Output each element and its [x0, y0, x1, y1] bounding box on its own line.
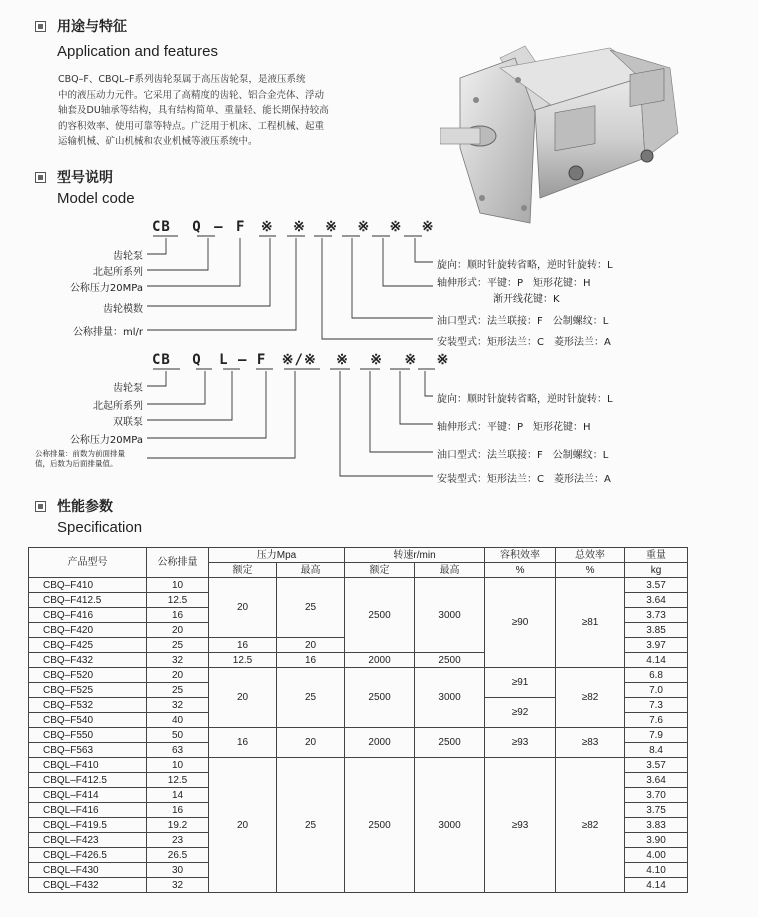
section-title-cn-model: 型号说明 — [57, 170, 113, 186]
cell-speed-max: 2500 — [415, 728, 485, 758]
code-part: CB — [152, 352, 171, 368]
code-part: ※ — [404, 352, 418, 368]
label-pressure: 公称压力20MPa — [69, 283, 143, 294]
section-title-en-application: Application and features — [57, 43, 218, 60]
code-part: ※ — [436, 352, 450, 368]
cell-weight: 7.3 — [625, 698, 688, 713]
section-title-cn-application: 用途与特征 — [57, 19, 127, 35]
cell-weight: 3.83 — [625, 818, 688, 833]
code-part: ※ — [421, 219, 435, 235]
code-part: Q — [192, 219, 202, 235]
header-speed: 转速r/min — [345, 548, 485, 563]
cell-displacement: 20 — [147, 668, 209, 683]
cell-model: CBQ–F550 — [29, 728, 147, 743]
cell-model: CBQ–F532 — [29, 698, 147, 713]
cell-weight: 4.14 — [625, 653, 688, 668]
cell-weight: 6.8 — [625, 668, 688, 683]
cell-displacement: 14 — [147, 788, 209, 803]
cell-model: CBQL–F423 — [29, 833, 147, 848]
code-part: ※ — [357, 219, 371, 235]
cell-displacement: 12.5 — [147, 593, 209, 608]
cell-model: CBQL–F430 — [29, 863, 147, 878]
cell-displacement: 26.5 — [147, 848, 209, 863]
cell-model: CBQ–F525 — [29, 683, 147, 698]
cell-pressure-max: 16 — [277, 653, 345, 668]
cell-model: CBQL–F410 — [29, 758, 147, 773]
intro-line: CBQ–F、CBQL–F系列齿轮泵属于高压齿轮泵，是液压系统 — [58, 74, 306, 85]
code-part: – — [214, 219, 224, 235]
cell-vol-eff: ≥92 — [485, 698, 556, 728]
cell-model: CBQL–F414 — [29, 788, 147, 803]
label-port-dual: 油口型式：法兰联接：F 公制螺纹：L — [437, 450, 609, 461]
code-part: ※ — [293, 219, 306, 235]
cell-pressure-max: 25 — [277, 758, 345, 893]
table-row — [29, 668, 688, 683]
cell-model: CBQ–F416 — [29, 608, 147, 623]
cell-model: CBQ–F412.5 — [29, 593, 147, 608]
cell-speed-max: 3000 — [415, 578, 485, 653]
label-gear-pump-dual: 齿轮泵 — [113, 383, 143, 394]
header-weight: 重量 — [625, 548, 688, 563]
cell-pressure-rated: 12.5 — [209, 653, 277, 668]
header-speed-max: 最高 — [415, 563, 485, 578]
header-pressure-max: 最高 — [277, 563, 345, 578]
cell-pressure-max: 20 — [277, 728, 345, 758]
cell-displacement: 16 — [147, 608, 209, 623]
header-weight-unit: kg — [625, 563, 688, 578]
cell-total-eff: ≥81 — [556, 578, 625, 668]
cell-weight: 3.97 — [625, 638, 688, 653]
cell-displacement: 10 — [147, 758, 209, 773]
cell-displacement: 32 — [147, 878, 209, 893]
header-model: 产品型号 — [29, 548, 147, 578]
cell-displacement: 32 — [147, 698, 209, 713]
model-code-dual — [152, 352, 449, 368]
header-pressure: 压力Mpa — [209, 548, 345, 563]
label-module: 齿轮模数 — [103, 304, 143, 315]
table-row — [29, 758, 688, 773]
code-part: ※ — [260, 219, 274, 235]
cell-pressure-max: 25 — [277, 668, 345, 728]
cell-displacement: 32 — [147, 653, 209, 668]
table-row — [29, 578, 688, 593]
cell-displacement: 40 — [147, 713, 209, 728]
cell-displacement: 12.5 — [147, 773, 209, 788]
cell-model: CBQL–F419.5 — [29, 818, 147, 833]
cell-weight: 3.64 — [625, 773, 688, 788]
cell-model: CBQL–F432 — [29, 878, 147, 893]
code-part: CB — [152, 219, 171, 235]
label-displacement: 公称排量：ml/r — [73, 327, 143, 338]
cell-weight: 4.00 — [625, 848, 688, 863]
cell-displacement: 30 — [147, 863, 209, 878]
cell-weight: 7.6 — [625, 713, 688, 728]
label-shaft: 轴伸形式：平键：P 矩形花键：H — [437, 278, 591, 289]
label-shaft-involute: 渐开线花键：K — [493, 294, 560, 305]
code-part: F — [236, 219, 246, 235]
cell-speed-rated: 2500 — [345, 668, 415, 728]
label-port: 油口型式：法兰联接：F 公制螺纹：L — [437, 316, 609, 327]
code-part: ※ — [389, 219, 403, 235]
cell-model: CBQ–F410 — [29, 578, 147, 593]
cell-displacement: 20 — [147, 623, 209, 638]
code-part: ※ — [370, 352, 384, 368]
label-mounting-dual: 安装型式：矩形法兰：C 菱形法兰：A — [437, 474, 611, 485]
label-dual-pump: 双联泵 — [113, 417, 143, 428]
header-speed-rated: 额定 — [345, 563, 415, 578]
header-total-eff: 总效率 — [556, 548, 625, 563]
cell-total-eff: ≥82 — [556, 668, 625, 728]
cell-pressure-rated: 16 — [209, 728, 277, 758]
label-series-dual: 北起所系列 — [93, 401, 143, 412]
cell-vol-eff: ≥93 — [485, 758, 556, 893]
cell-displacement: 16 — [147, 803, 209, 818]
cell-displacement: 25 — [147, 638, 209, 653]
cell-model: CBQ–F520 — [29, 668, 147, 683]
cell-speed-max: 3000 — [415, 758, 485, 893]
cell-weight: 3.75 — [625, 803, 688, 818]
note-line: 值，后数为后面排量值。 — [35, 459, 118, 468]
cell-speed-max: 2500 — [415, 653, 485, 668]
cell-weight: 4.14 — [625, 878, 688, 893]
code-part: ※ — [336, 352, 349, 368]
code-part: L — [219, 352, 229, 368]
cell-weight: 3.57 — [625, 578, 688, 593]
code-part: – — [238, 352, 248, 368]
intro-line: 中的液压动力元件。它采用了高精度的齿轮、铝合金壳体、浮动 — [58, 89, 325, 101]
cell-weight: 3.70 — [625, 788, 688, 803]
intro-line: 轴套及DU轴承等结构，具有结构简单、重量轻、能长期保持较高 — [58, 105, 329, 116]
cell-displacement: 50 — [147, 728, 209, 743]
section-title-en-model: Model code — [57, 190, 135, 207]
cell-weight: 4.10 — [625, 863, 688, 878]
header-displacement: 公称排量 — [147, 548, 209, 578]
header-vol-eff-unit: % — [485, 563, 556, 578]
cell-speed-rated: 2000 — [345, 653, 415, 668]
cell-model: CBQ–F425 — [29, 638, 147, 653]
cell-weight: 3.90 — [625, 833, 688, 848]
intro-line: 的容积效率、使用可靠等特点。广泛用于机床、工程机械、起重 — [58, 120, 325, 132]
section-title-en-spec: Specification — [57, 519, 143, 536]
label-shaft-dual: 轴伸形式：平键：P 矩形花键：H — [437, 422, 591, 433]
cell-model: CBQ–F563 — [29, 743, 147, 758]
cell-model: CBQ–F432 — [29, 653, 147, 668]
label-series: 北起所系列 — [93, 267, 143, 278]
cell-speed-max: 3000 — [415, 668, 485, 728]
cell-total-eff: ≥83 — [556, 728, 625, 758]
code-part: Q — [192, 352, 202, 368]
cell-displacement: 19.2 — [147, 818, 209, 833]
header-pressure-rated: 额定 — [209, 563, 277, 578]
header-vol-eff: 容积效率 — [485, 548, 556, 563]
cell-displacement: 63 — [147, 743, 209, 758]
cell-displacement: 10 — [147, 578, 209, 593]
cell-speed-rated: 2500 — [345, 578, 415, 653]
table-row — [29, 728, 688, 743]
cell-speed-rated: 2500 — [345, 758, 415, 893]
section-bullet-icon — [35, 501, 46, 512]
cell-pressure-rated: 20 — [209, 668, 277, 728]
cell-model: CBQ–F540 — [29, 713, 147, 728]
cell-model: CBQ–F420 — [29, 623, 147, 638]
cell-weight: 7.0 — [625, 683, 688, 698]
code-part: F — [256, 352, 267, 368]
label-rotation-dual: 旋向：顺时针旋转省略，逆时针旋转：L — [437, 394, 613, 405]
cell-pressure-max: 20 — [277, 638, 345, 653]
header-total-eff-unit: % — [556, 563, 625, 578]
label-displacement-note — [35, 449, 125, 469]
cell-weight: 8.4 — [625, 743, 688, 758]
section-title-cn-spec: 性能参数 — [57, 499, 113, 515]
cell-weight: 7.9 — [625, 728, 688, 743]
cell-vol-eff: ≥91 — [485, 668, 556, 698]
cell-pressure-rated: 20 — [209, 758, 277, 893]
cell-model: CBQL–F416 — [29, 803, 147, 818]
cell-pressure-max: 25 — [277, 578, 345, 638]
cell-weight: 3.73 — [625, 608, 688, 623]
label-rotation: 旋向：顺时针旋转省略，逆时针旋转：L — [437, 260, 613, 271]
spec-table — [28, 547, 688, 893]
label-gear-pump: 齿轮泵 — [113, 251, 143, 262]
intro-line: 运输机械、矿山机械和农业机械等液压系统中。 — [58, 136, 258, 147]
note-line: 公称排量：前数为前面排量 — [35, 449, 125, 458]
cell-displacement: 23 — [147, 833, 209, 848]
label-pressure-dual: 公称压力20MPa — [69, 435, 143, 446]
cell-model: CBQL–F426.5 — [29, 848, 147, 863]
cell-vol-eff: ≥93 — [485, 728, 556, 758]
cell-speed-rated: 2000 — [345, 728, 415, 758]
cell-model: CBQL–F412.5 — [29, 773, 147, 788]
code-part: ※/※ — [281, 352, 317, 368]
cell-pressure-rated: 16 — [209, 638, 277, 653]
cell-weight: 3.85 — [625, 623, 688, 638]
cell-weight: 3.64 — [625, 593, 688, 608]
cell-displacement: 25 — [147, 683, 209, 698]
code-part: ※ — [325, 219, 338, 235]
cell-pressure-rated: 20 — [209, 578, 277, 638]
cell-weight: 3.57 — [625, 758, 688, 773]
cell-vol-eff: ≥90 — [485, 578, 556, 668]
cell-total-eff: ≥82 — [556, 758, 625, 893]
label-mounting: 安装型式：矩形法兰：C 菱形法兰：A — [437, 337, 611, 348]
